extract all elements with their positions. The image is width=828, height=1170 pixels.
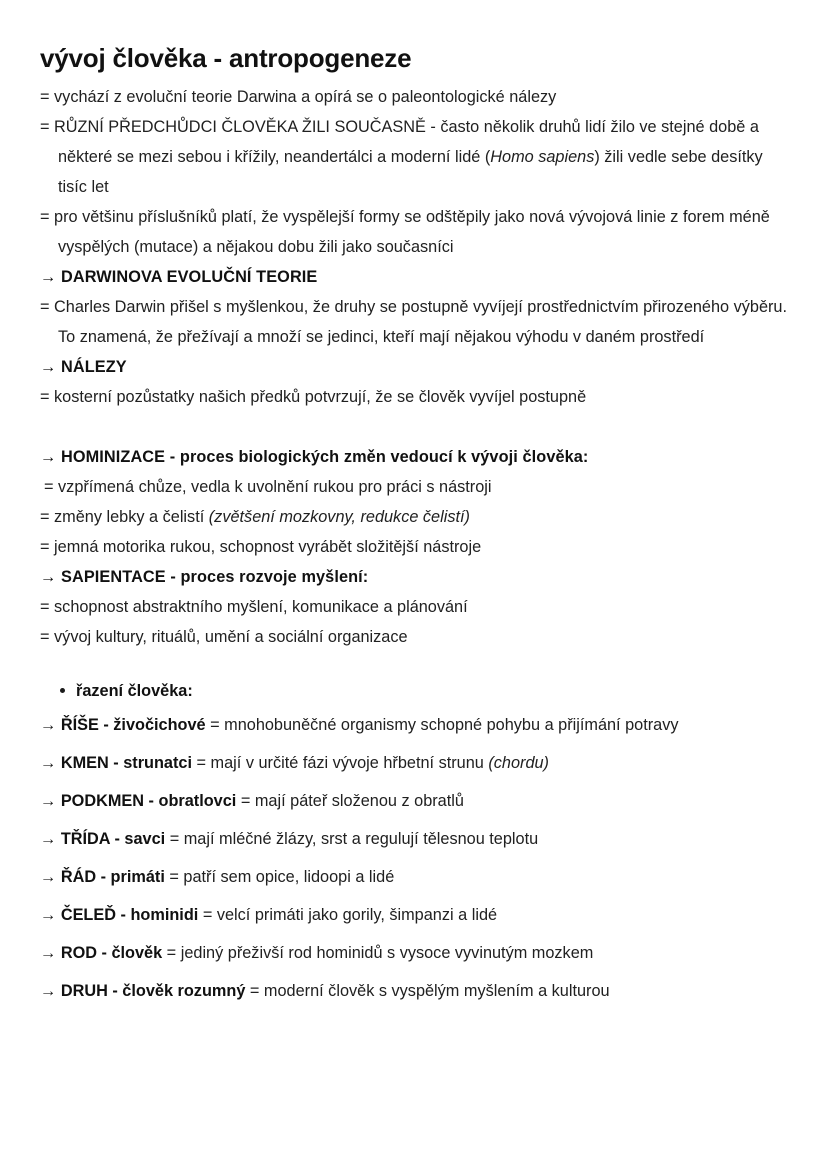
intro-line-2-species: Homo sapiens	[490, 147, 595, 166]
taxonomy-definition: = mají mléčné žlázy, srst a regulují tělesnou teplotu	[165, 829, 539, 848]
taxonomy-rank: ŘÍŠE - živočichové	[60, 715, 206, 734]
taxonomy-rank: ROD - člověk	[60, 943, 163, 962]
hominizace-item-2	[40, 502, 788, 532]
taxonomy-note: (chordu)	[488, 753, 549, 772]
arrow-right-icon: →	[40, 357, 57, 376]
sapientace-heading-label: SAPIENTACE - proces rozvoje myšlení:	[61, 567, 369, 586]
taxonomy-definition: = moderní člověk s vyspělým myšlením a kulturou	[245, 981, 610, 1000]
taxonomy-bullet-heading	[40, 676, 788, 706]
hominizace-item-3	[40, 532, 788, 562]
hominizace-item-1	[40, 472, 788, 502]
taxonomy-definition: = mnohobuněčné organismy schopné pohybu a přijímání potravy	[205, 715, 679, 734]
arrow-right-icon: →	[40, 981, 57, 1000]
hominizace-heading	[40, 442, 788, 472]
hominizace-section	[40, 442, 788, 562]
taxonomy-row	[40, 744, 788, 782]
taxonomy-row	[40, 972, 788, 1010]
taxonomy-rank: ŘÁD - primáti	[60, 867, 165, 886]
arrow-right-icon: →	[40, 829, 57, 848]
taxonomy-rank: PODKMEN - obratlovci	[60, 791, 237, 810]
sapientace-item-2: = vývoj kultury, rituálů, umění a sociální organizace	[40, 627, 408, 646]
intro-section	[40, 82, 788, 262]
hominizace-item-2-text: = změny lebky a čelistí	[40, 507, 209, 526]
hominizace-item-3-text: = jemná motorika rukou, schopnost vyrábět složitější nástroje	[40, 537, 482, 556]
arrow-right-icon: →	[40, 267, 57, 286]
hominizace-heading-label: HOMINIZACE - proces biologických změn vedoucí k vývoji člověka:	[61, 447, 589, 466]
taxonomy-definition: = mají páteř složenou z obratlů	[236, 791, 464, 810]
taxonomy-section	[40, 676, 788, 1010]
taxonomy-definition: = velcí primáti jako gorily, šimpanzi a lidé	[198, 905, 498, 924]
arrow-right-icon: →	[40, 753, 57, 772]
taxonomy-rank: DRUH - člověk rozumný	[60, 981, 246, 1000]
arrow-right-icon: →	[40, 943, 57, 962]
taxonomy-definition: = patří sem opice, lidoopi a lidé	[164, 867, 395, 886]
intro-line-2-part-b: ) žili vedle sebe desítky tisíc let	[58, 147, 763, 196]
nalezy-heading-label: NÁLEZY	[61, 357, 127, 376]
section-spacer	[40, 652, 788, 676]
taxonomy-definition: = jediný přeživší rod hominidů s vysoce vyvinutým mozkem	[162, 943, 594, 962]
taxonomy-rank: TŘÍDA - savci	[60, 829, 166, 848]
bullet-dot-icon	[60, 688, 65, 693]
page-title: vývoj člověka - antropogeneze	[40, 43, 412, 73]
intro-line-2	[40, 112, 788, 202]
nalezy-heading	[40, 352, 788, 382]
taxonomy-row	[40, 820, 788, 858]
darwin-heading-label: DARWINOVA EVOLUČNÍ TEORIE	[61, 267, 318, 286]
hominizace-item-2-note: (zvětšení mozkovny, redukce čelistí)	[208, 507, 470, 526]
nalezy-body: = kosterní pozůstatky našich předků potvrzují, že se člověk vyvíjel postupně	[40, 387, 587, 406]
arrow-right-icon: →	[40, 567, 57, 586]
sapientace-section	[40, 562, 788, 652]
arrow-right-icon: →	[40, 715, 57, 734]
taxonomy-rank: ČELEĎ - hominidi	[60, 905, 199, 924]
taxonomy-row	[40, 934, 788, 972]
intro-line-2-part-a: = RŮZNÍ PŘEDCHŮDCI ČLOVĚKA ŽILI SOUČASNĚ - často několik druhů lidí žilo ve stejné době a některé se mezi sebou i křížily, neandertálci a moderní lidé (	[40, 117, 759, 166]
taxonomy-row	[40, 706, 788, 744]
darwin-body: = Charles Darwin přišel s myšlenkou, že druhy se postupně vyvíjejí prostřednictvím přirozeného výběru. To znamená, že přežívají a množí se jedinci, kteří mají nějakou výhodu v daném prostředí	[40, 297, 788, 346]
section-spacer	[40, 412, 788, 442]
sapientace-item-1: = schopnost abstraktního myšlení, komunikace a plánování	[40, 597, 468, 616]
taxonomy-rank: KMEN - strunatci	[60, 753, 192, 772]
sapientace-heading	[40, 562, 788, 592]
arrow-right-icon: →	[40, 905, 57, 924]
intro-line-3: = pro většinu příslušníků platí, že vyspělejší formy se odštěpily jako nová vývojová linie z forem méně vyspělých (mutace) a nějakou dobu žili jako současníci	[40, 207, 770, 256]
arrow-right-icon: →	[40, 447, 57, 466]
darwin-heading	[40, 262, 788, 292]
taxonomy-row	[40, 782, 788, 820]
arrow-right-icon: →	[40, 867, 57, 886]
arrow-right-icon: →	[40, 791, 57, 810]
darwin-section	[40, 262, 788, 352]
taxonomy-row	[40, 896, 788, 934]
taxonomy-bullet-label: řazení člověka:	[76, 681, 193, 700]
hominizace-item-1-text: = vzpřímená chůze, vedla k uvolnění rukou pro práci s nástroji	[44, 477, 492, 496]
intro-line-1: = vychází z evoluční teorie Darwina a opírá se o paleontologické nálezy	[40, 87, 557, 106]
taxonomy-definition: = mají v určité fázi vývoje hřbetní strunu	[191, 753, 489, 772]
taxonomy-row	[40, 858, 788, 896]
nalezy-section	[40, 352, 788, 412]
